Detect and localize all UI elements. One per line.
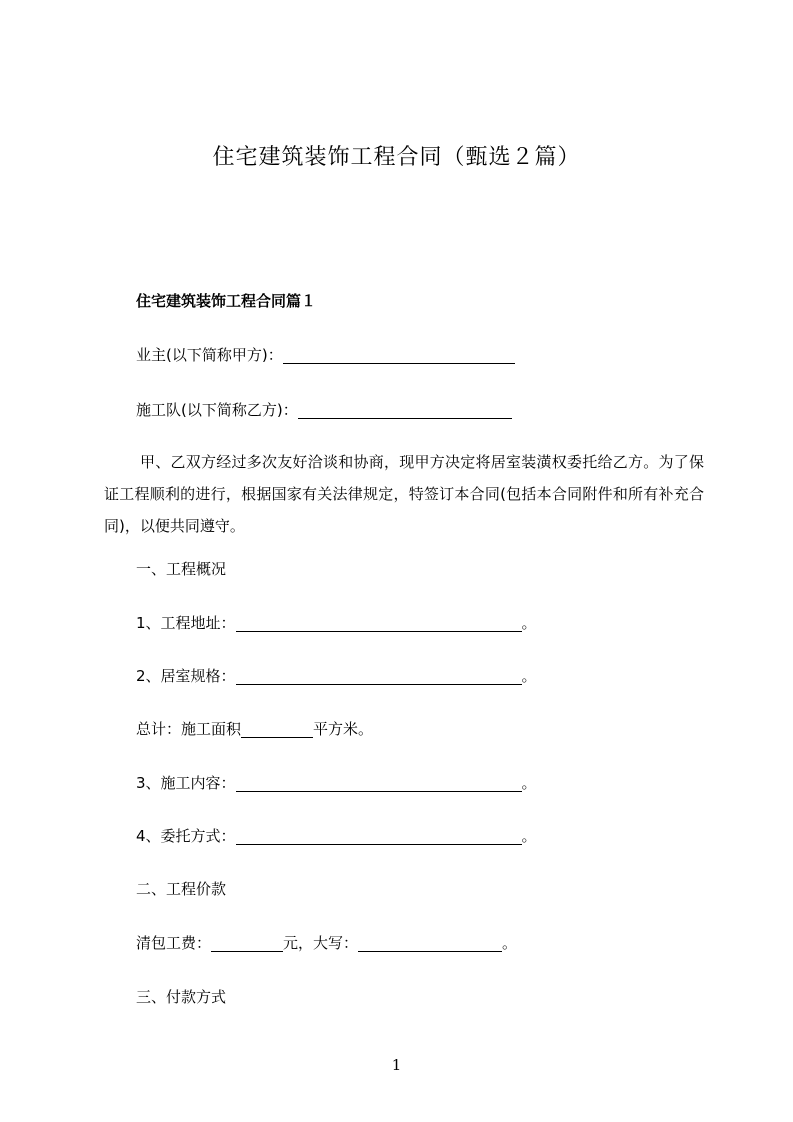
total-area-label: 总计：施工面积 xyxy=(136,720,242,738)
room-spec-blank xyxy=(236,668,522,685)
owner-label: 业主(以下简称甲方)： xyxy=(136,346,283,364)
document-title: 住宅建筑装饰工程合同（甄选２篇） xyxy=(212,145,581,170)
fee-words-blank xyxy=(358,935,502,952)
work-content-line xyxy=(136,772,537,793)
section-title: 住宅建筑装饰工程合同篇１ xyxy=(136,292,317,310)
total-area-unit: 平方米。 xyxy=(313,720,374,738)
period: 。 xyxy=(521,667,537,685)
period: 。 xyxy=(521,614,537,632)
heading-payment-method: 三、付款方式 xyxy=(136,988,227,1006)
project-address-line xyxy=(136,612,537,633)
heading-project-price: 二、工程价款 xyxy=(136,880,227,898)
fee-amount-blank xyxy=(211,935,283,952)
project-address-label: 1、工程地址： xyxy=(136,614,236,632)
work-content-blank xyxy=(236,775,522,792)
commission-method-label: 4、委托方式： xyxy=(136,827,236,845)
period: 。 xyxy=(502,934,518,952)
heading-project-overview: 一、工程概况 xyxy=(136,560,227,578)
commission-method-blank xyxy=(236,828,522,845)
total-area-line xyxy=(136,718,373,739)
fee-line xyxy=(136,932,517,953)
period: 。 xyxy=(521,827,537,845)
owner-blank xyxy=(283,347,515,364)
total-area-blank xyxy=(241,721,313,738)
project-address-blank xyxy=(236,615,522,632)
contractor-label: 施工队(以下简称乙方)： xyxy=(136,401,298,419)
fee-label: 清包工费： xyxy=(136,934,212,952)
intro-paragraph: 甲、乙双方经过多次友好洽谈和协商，现甲方决定将居室装潢权委托给乙方。为了保证工程顺利的进行，根据国家有关法律规定，特签订本合同(包括本合同附件和所有补充合同)，以便共同遵守。 xyxy=(104,453,704,535)
owner-line xyxy=(136,344,515,365)
page-number: 1 xyxy=(391,1056,402,1074)
work-content-label: 3、施工内容： xyxy=(136,774,236,792)
commission-method-line xyxy=(136,825,537,846)
contractor-blank xyxy=(298,402,512,419)
contractor-line xyxy=(136,399,512,420)
room-spec-label: 2、居室规格： xyxy=(136,667,236,685)
room-spec-line xyxy=(136,665,537,686)
period: 。 xyxy=(521,774,537,792)
fee-unit: 元，大写： xyxy=(283,934,359,952)
